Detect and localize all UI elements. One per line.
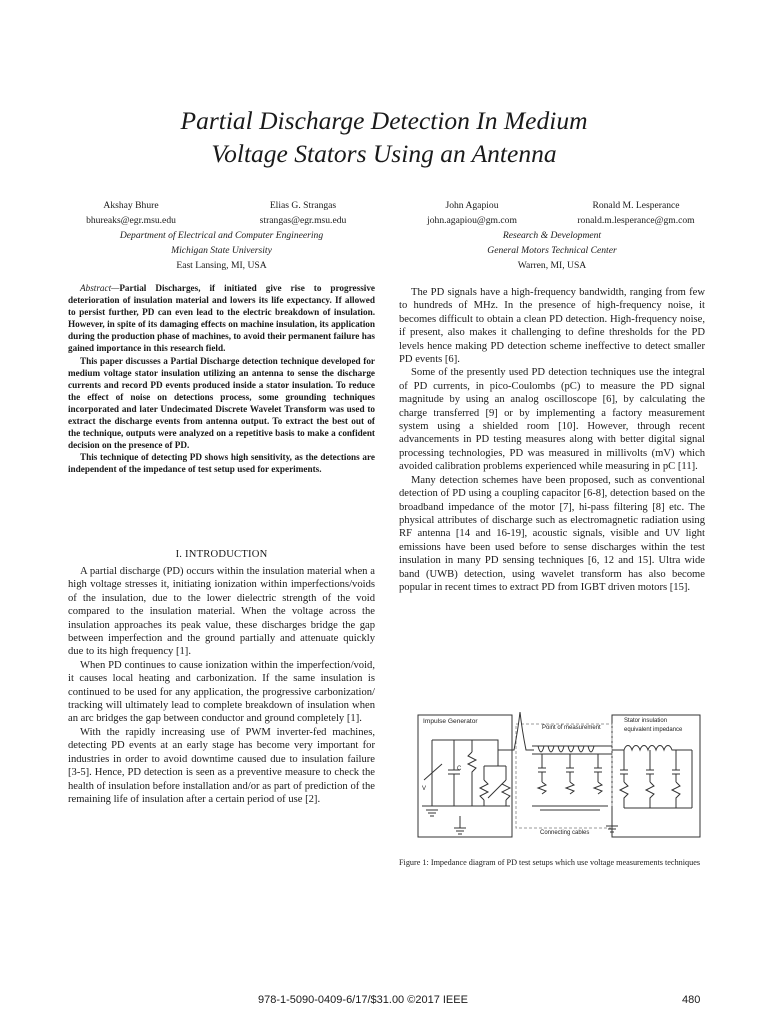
title-line-2: Voltage Stators Using an Antenna [211, 139, 557, 168]
stator-impedance-box [612, 715, 700, 837]
abstract-dash: — [111, 283, 120, 293]
page-number: 480 [682, 994, 701, 1006]
label-connecting-cables: Connecting cables [540, 830, 590, 836]
footer-isbn: 978-1-5090-0409-6/17/$31.00 ©2017 IEEE [258, 994, 468, 1006]
author-block [66, 198, 196, 228]
author-name: John Agapiou [445, 200, 499, 211]
author-block [238, 198, 368, 228]
label-impulse-generator: Impulse Generator [423, 718, 478, 725]
label-point-of-measurement: Point of measurement [542, 725, 601, 731]
body-paragraph: Many detection schemes have been proposed, such as conventional detection of PD using a coupling capacitor [6-8], detection based on the broadband impedance of the motor [7], hi-pass filtering [8] etc. The physical attributes of discharge such as electromagnetic radiation using RF antenna [14 and 16-19], acoustic signals, visible and UV light emissions have been used before to sense discharges within the test insulation in many PD sensing techniques [6, 12 and 15]. Ultra wide band (UWB) detection, using wavelet transform has also become popular in recent times to extract PD from IGBT driven motors [15]. [399, 474, 705, 593]
affiliation-dept: Research & Development [502, 230, 602, 241]
author-block [407, 198, 537, 228]
abstract-paragraph: This paper discusses a Partial Discharge detection technique developed for medium voltage stator insulation utilizing an antenna to sense the discharge currents and record PD events produced inside a stator insulation. To reduce the effect of noise on detections process, some grounding techniques incorporated and later Undecimated Discrete Wavelet Transform was used to extract the discharge events from antenna output. To extract the best out of the technique, outputs were analyzed on a repetitive basis to make a confident decision on the presence of PD. [68, 355, 375, 451]
body-paragraph: The PD signals have a high-frequency bandwidth, ranging from few to hundreds of MHz. In the presence of high-frequency noise, it becomes difficult to obtain a clean PD detection. High-frequency noise, if present, also makes it challenging to define thresholds for the PD levels hence making PD detection scheme ineffective to detect smaller PD events [6]. [399, 287, 705, 366]
affiliation-dept: Department of Electrical and Computer Engineering [119, 230, 324, 241]
section-heading-introduction: I. INTRODUCTION [175, 549, 268, 560]
title-line-1: Partial Discharge Detection In Medium [180, 106, 588, 135]
label-stator-insulation: Stator insulation [624, 718, 668, 724]
author-email: ronald.m.lesperance@gm.com [577, 215, 695, 226]
affiliation-org: Michigan State University [171, 245, 272, 256]
author-email: bhureaks@egr.msu.edu [86, 215, 176, 226]
abstract [68, 282, 375, 476]
figure-impedance-diagram [402, 710, 702, 850]
label-capacitor: C [457, 766, 462, 772]
body-paragraph: Some of the presently used PD detection techniques use the integral of PD currents, in pico-Coulombs (pC) to measure the PD signal magnitude by using an analog oscilloscope [6], by calculating the charge transferred [9] or by implementing a factory measurement system using a shielded room [10]. However, through recent advancements in PD testing measures along with better digital signal processing technologies, PD was measured in millivolts (mV) which avoided calibration problems experienced while measuring in pC [11]. [399, 367, 705, 473]
abstract-paragraph: This technique of detecting PD shows high sensitivity, as the detections are independent of the impedance of test setup used for experiments. [68, 452, 375, 475]
author-block [552, 198, 720, 228]
left-column-body [68, 549, 375, 806]
affiliation-location: East Lansing, MI, USA [176, 260, 267, 271]
body-paragraph: A partial discharge (PD) occurs within the insulation material when a high voltage stresses it, initiating ionization within imperfections/voids of the insulation, due to the lower dielectric strength of the void compared to the insulation material. When the voltage across the insulation approaches its peak value, these discharges bridge the gap between imperfection and the ground partially and attenuate quickly due to its high frequency [1]. [68, 566, 375, 658]
paper-title [0, 104, 768, 170]
label-voltage-source: V [422, 786, 427, 792]
affiliation-msu [68, 228, 375, 273]
author-name: Ronald M. Lesperance [592, 200, 680, 211]
figure-caption: Figure 1: Impedance diagram of PD test setups which use voltage measurements techniques [399, 858, 701, 867]
affiliation-gm [399, 228, 705, 273]
author-name: Elias G. Strangas [269, 200, 337, 211]
abstract-label: Abstract [80, 283, 112, 293]
affiliation-location: Warren, MI, USA [517, 260, 587, 271]
abstract-paragraph: Partial Discharges, if initiated give rise to progressive deterioration of insulation material and lowers its life expectancy. If allowed to persist further, PD can even lead to the electric breakdown of insulation. However, in spite of its damaging effects on machine insulation, its application during the production phase of machines, to avoid their permanent failure has gained importance in this research field. [68, 283, 375, 354]
label-equivalent-impedance: equivalent impedance [624, 727, 683, 733]
author-email: strangas@egr.msu.edu [259, 215, 347, 226]
right-column-body [399, 286, 705, 594]
affiliation-org: General Motors Technical Center [487, 245, 617, 256]
body-paragraph: With the rapidly increasing use of PWM inverter-fed machines, detecting PD events at an early stage has become very important for industries in order to avoid downtime caused due to insulation failure [3-5]. Hence, PD detection is seen as a preventive measure to check the health of insulation before installation and/or as part of prediction of the remaining life of insulation after a certain period of use [2]. [68, 726, 375, 805]
author-name: Akshay Bhure [103, 200, 159, 211]
body-paragraph: When PD continues to cause ionization within the imperfection/void, it causes local heating and carbonization. If the same insulation is continued to be used for any application, the progressive carbonization/ tracking will ultimately lead to complete breakdown of insulation when an arc bridges the gap between conductor and ground completely [1]. [68, 659, 375, 725]
author-email: john.agapiou@gm.com [427, 215, 517, 226]
